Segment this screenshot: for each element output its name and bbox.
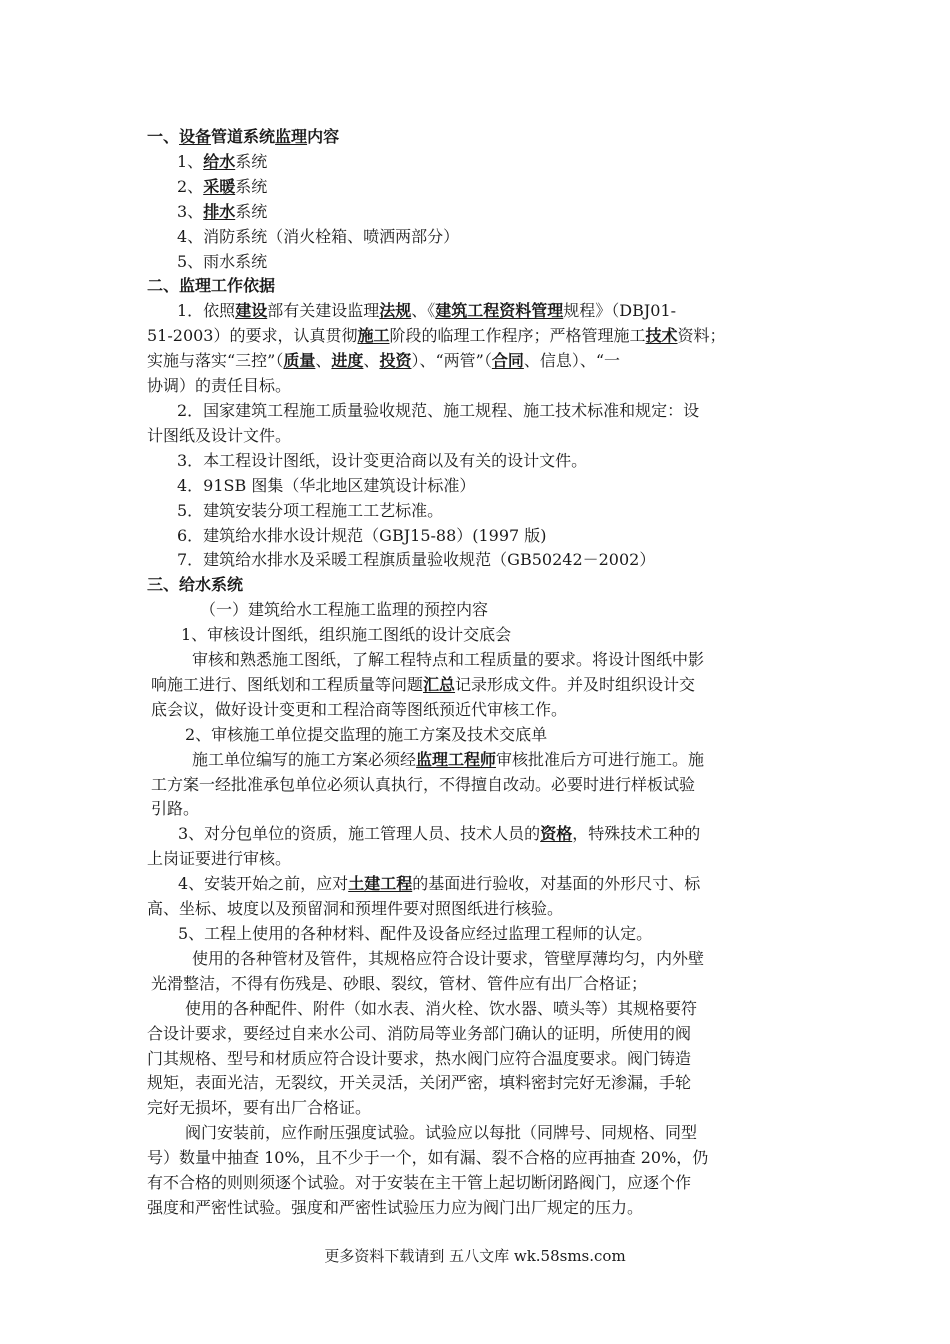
paragraph-line: 51-2003）的要求，认真贯彻施工阶段的临理工作程序；严格管理施工技术资料； — [147, 326, 726, 346]
keyword-link[interactable]: 监理工程师 — [416, 749, 497, 769]
paragraph-line: 3．本工程设计图纸，设计变更洽商以及有关的设计文件。 — [177, 450, 588, 470]
paragraph-line: 强度和严密性试验。强度和严密性试验压力应为阀门出厂规定的压力。 — [147, 1197, 644, 1217]
section-heading-1: 一、设备管道系统监理内容 — [147, 127, 340, 146]
section-heading-3: 三、给水系统 — [147, 575, 244, 595]
paragraph-line: 使用的各种管材及管件，其规格应符合设计要求，管壁厚薄均匀，内外壁 — [192, 948, 705, 968]
list-item: 2、采暖系统 — [177, 176, 268, 196]
paragraph-line: 5．建筑安装分项工程施工工艺标准。 — [177, 500, 444, 520]
keyword-link[interactable]: 设备 — [179, 127, 212, 146]
paragraph-line: 规矩，表面光洁，无裂纹，开关灵活，关闭严密，填料密封完好无渗漏，手轮 — [147, 1073, 692, 1093]
keyword-link[interactable]: 建设 — [235, 301, 268, 321]
paragraph-line: 协调）的责任目标。 — [147, 376, 292, 396]
list-item: 4、消防系统（消火栓箱、喷洒两部分） — [177, 226, 460, 246]
paragraph-line: 计图纸及设计文件。 — [147, 425, 292, 445]
paragraph-line: 6．建筑给水排水设计规范（GBJ15-88）(1997 版) — [177, 525, 547, 545]
keyword-link[interactable]: 汇总 — [423, 674, 456, 694]
item-heading: 2、审核施工单位提交监理的施工方案及技术交底单 — [185, 724, 548, 744]
page-footer[interactable]: 更多资料下载请到 五八文库 wk.58sms.com — [324, 1247, 626, 1265]
keyword-link[interactable]: 监理 — [275, 127, 308, 146]
keyword-link[interactable]: 合同 — [491, 351, 524, 371]
item-heading: 1、审核设计图纸，组织施工图纸的设计交底会 — [181, 625, 512, 645]
paragraph-line: 完好无损坏，要有出厂合格证。 — [147, 1098, 372, 1118]
subsection-heading: （一）建筑给水工程施工监理的预控内容 — [200, 600, 489, 620]
keyword-link[interactable]: 施工 — [357, 326, 390, 346]
paragraph-line: 4、安装开始之前，应对土建工程的基面进行验收，对基面的外形尺寸、标 — [178, 874, 701, 894]
paragraph-line: 1．依照建设部有关建设监理法规、《建筑工程资料管理规程》（DBJ01- — [177, 301, 677, 321]
section-heading-2: 二、监理工作依据 — [147, 276, 276, 296]
keyword-link[interactable]: 法规 — [379, 301, 412, 321]
paragraph-line: 引路。 — [151, 799, 200, 819]
keyword-link[interactable]: 建筑工程资料管理 — [435, 301, 564, 321]
paragraph-line: 阀门安装前，应作耐压强度试验。试验应以每批（同牌号、同规格、同型 — [185, 1123, 698, 1143]
keyword-link[interactable]: 进度 — [331, 351, 364, 371]
paragraph-line: 审核和熟悉施工图纸，了解工程特点和工程质量的要求。将设计图纸中影 — [192, 650, 705, 670]
paragraph-line: 合设计要求，要经过自来水公司、消防局等业务部门确认的证明，所使用的阀 — [147, 1023, 692, 1043]
paragraph-line: 上岗证要进行审核。 — [147, 849, 292, 869]
paragraph-line: 实施与落实“三控”（质量、进度、投资）、“两管”（合同、信息）、“一 — [147, 351, 621, 371]
paragraph-line: 2．国家建筑工程施工质量验收规范、施工规程、施工技术标准和规定：设 — [177, 400, 700, 420]
paragraph-line: 5、工程上使用的各种材料、配件及设备应经过监理工程师的认定。 — [178, 924, 653, 943]
keyword-link[interactable]: 给水 — [203, 151, 236, 171]
keyword-link[interactable]: 投资 — [379, 351, 412, 371]
keyword-link[interactable]: 技术 — [645, 326, 678, 346]
keyword-link[interactable]: 资格 — [540, 824, 573, 844]
paragraph-line: 光滑整洁，不得有伤残是、砂眼、裂纹，管材、管件应有出厂合格证； — [151, 973, 648, 993]
paragraph-line: 高、坐标、坡度以及预留洞和预埋件要对照图纸进行核验。 — [147, 899, 564, 919]
paragraph-line: 工方案一经批准承包单位必须认真执行，不得擅自改动。必要时进行样板试验 — [151, 774, 696, 794]
paragraph-line: 响施工进行、图纸划和工程质量等问题汇总记录形成文件。并及时组织设计交 — [151, 674, 696, 694]
keyword-link[interactable]: 排水 — [203, 201, 236, 221]
list-item: 1、给水系统 — [177, 151, 268, 171]
paragraph-line: 施工单位编写的施工方案必须经监理工程师审核批准后方可进行施工。施 — [192, 749, 705, 769]
paragraph-line: 4．91SB 图集（华北地区建筑设计标准） — [177, 475, 476, 495]
document-body — [147, 125, 812, 1221]
keyword-link[interactable]: 土建工程 — [348, 874, 413, 894]
paragraph-line: 有不合格的则则须逐个试验。对于安装在主干管上起切断闭路阀门，应逐个作 — [147, 1173, 692, 1193]
paragraph-line: 3、对分包单位的资质，施工管理人员、技术人员的资格，特殊技术工种的 — [178, 824, 701, 844]
paragraph-line: 使用的各种配件、附件（如水表、消火栓、饮水器、喷头等）其规格要符 — [185, 998, 698, 1018]
list-item: 5、雨水系统 — [177, 251, 268, 271]
paragraph-line: 底会议，做好设计变更和工程洽商等图纸预近代审核工作。 — [151, 699, 568, 719]
list-item: 3、排水系统 — [177, 201, 268, 221]
paragraph-line: 号）数量中抽查 10%，且不少于一个，如有漏、裂不合格的应再抽查 20%，仍 — [147, 1148, 709, 1168]
paragraph-line: 门其规格、型号和材质应符合设计要求，热水阀门应符合温度要求。阀门铸造 — [147, 1048, 692, 1068]
paragraph-line: 7．建筑给水排水及采暖工程旗质量验收规范（GB50242－2002） — [177, 550, 656, 570]
keyword-link[interactable]: 质量 — [283, 351, 316, 371]
keyword-link[interactable]: 采暖 — [203, 176, 236, 196]
